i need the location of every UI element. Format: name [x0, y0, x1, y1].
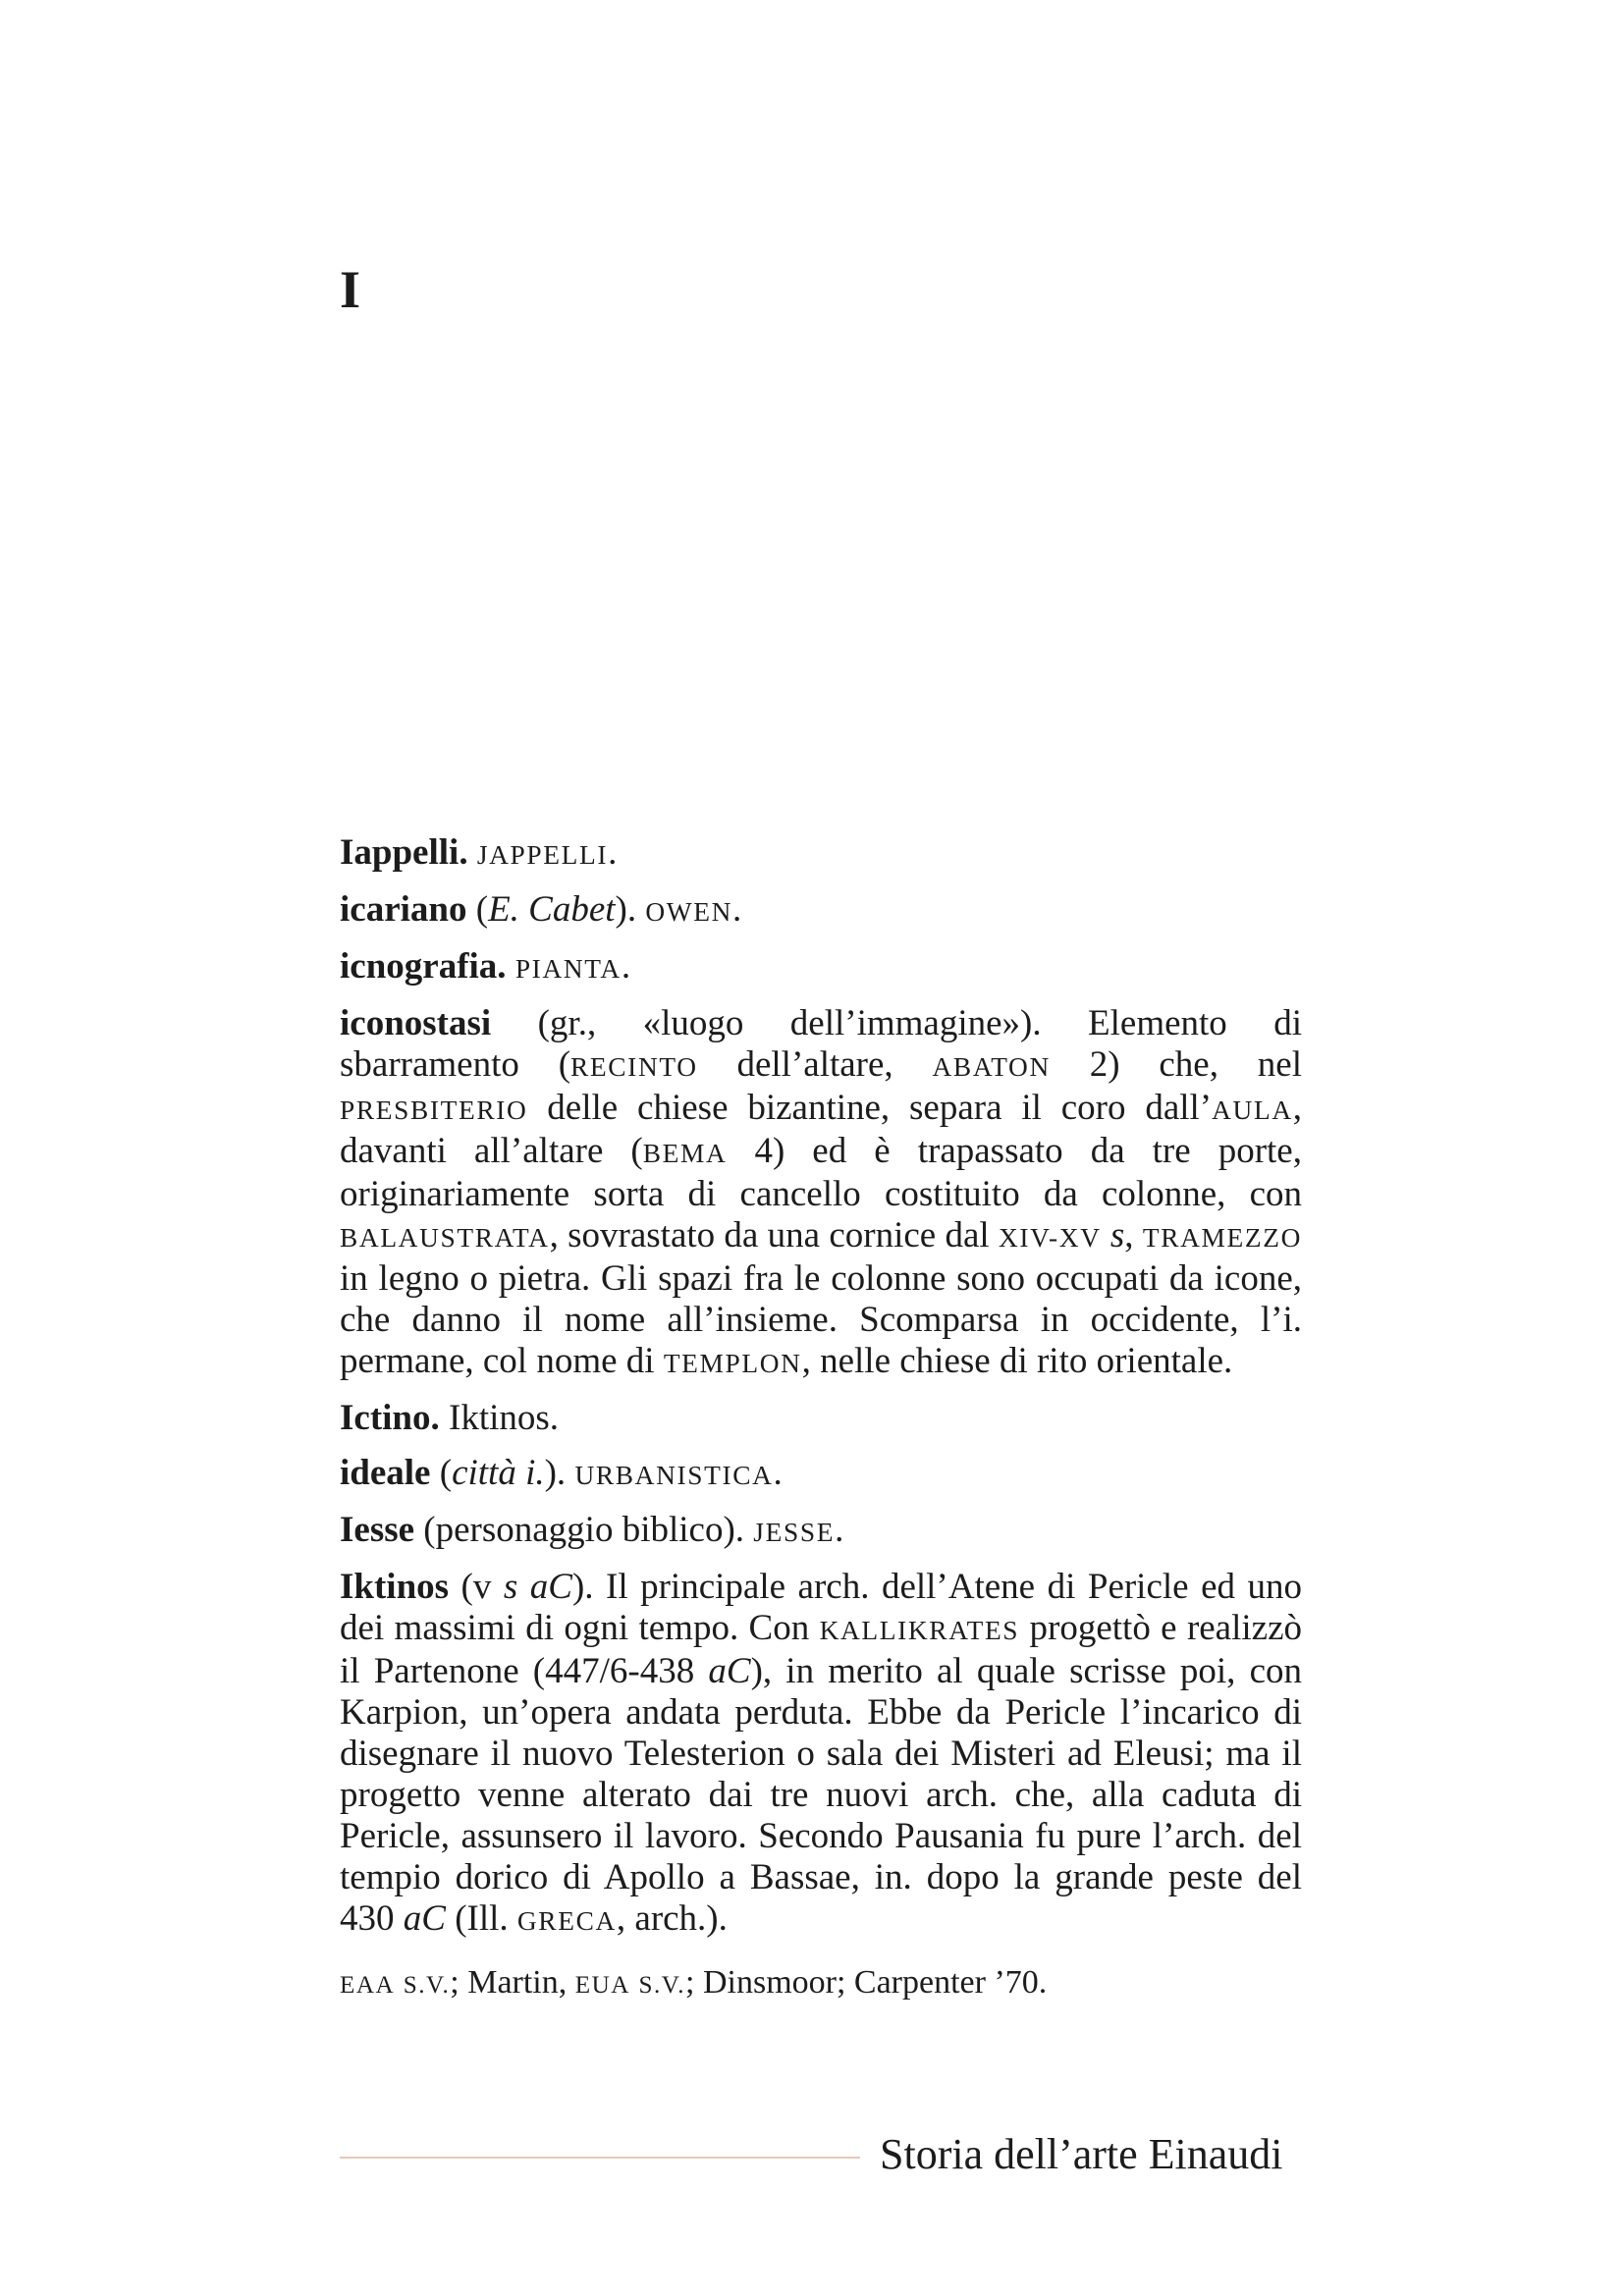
entry-text: progettò e realizzò il Partenone (447/6-438	[340, 1608, 1303, 1691]
entry-text: ; Martin,	[450, 1964, 575, 2001]
entry-headword: Ictino.	[340, 1398, 440, 1438]
cross-reference: BALAUSTRATA	[340, 1223, 550, 1253]
footer-rule	[340, 2157, 860, 2159]
entry-text: ).	[615, 889, 646, 930]
entry-text: Iktinos.	[439, 1398, 560, 1438]
entry-text: .	[732, 889, 742, 930]
entry-text: , sovrastato da una cornice dal	[549, 1215, 999, 1255]
entry-iktinos	[340, 1567, 1302, 1942]
entry-iappelli	[340, 832, 1302, 876]
entry-text: ).	[544, 1453, 575, 1493]
cross-reference: JAPPELLI	[476, 840, 609, 870]
cross-reference: GRECA	[516, 1906, 617, 1936]
entry-iesse	[340, 1510, 1302, 1553]
cross-reference: EAA	[340, 1972, 396, 1999]
entry-icariano	[340, 889, 1302, 933]
footer-title: Storia dell’arte Einaudi	[880, 2130, 1283, 2178]
cross-reference: JESSE	[753, 1518, 836, 1547]
entry-headword: Iktinos	[340, 1567, 450, 1607]
cross-reference: OWEN	[645, 897, 733, 927]
cross-reference: TEMPLON	[663, 1349, 802, 1378]
bibliography	[340, 1963, 1302, 2005]
entry-text: , nelle chiese di rito orientale.	[801, 1341, 1233, 1381]
entry-text	[468, 832, 477, 873]
entry-text	[507, 946, 515, 987]
entry-text: ). Il principale arch. dell’Atene di Pericle ed uno dei massimi di ogni tempo. Con	[340, 1567, 1302, 1648]
entry-headword: icnografia.	[340, 946, 507, 987]
cross-reference: KALLIKRATES	[819, 1616, 1020, 1645]
entry-text: (gr., «luogo dell’immagine»). Elemento di sbarramento (	[340, 1003, 1302, 1085]
entry-text: , davanti all’altare (	[340, 1088, 1302, 1171]
entry-text: ,	[1124, 1215, 1143, 1255]
entry-text	[1102, 1215, 1110, 1255]
entry-headword: icariano	[340, 889, 467, 930]
cross-reference: EUA	[574, 1972, 630, 1999]
cross-reference: AULA	[1212, 1095, 1293, 1125]
cross-reference: URBANISTICA	[574, 1461, 774, 1490]
italic-text: città i.	[452, 1453, 545, 1493]
entry-icnografia	[340, 946, 1302, 989]
entry-text: .	[773, 1453, 783, 1493]
cross-reference: TRAMEZZO	[1142, 1223, 1302, 1253]
cross-reference: XIV-XV	[998, 1223, 1102, 1253]
italic-text: aC	[708, 1651, 751, 1691]
entry-text: .	[608, 832, 618, 873]
entry-text: ; Dinsmoor; Carpenter ’70.	[685, 1964, 1048, 2001]
cross-reference: PRESBITERIO	[340, 1095, 528, 1125]
entry-text: .	[835, 1510, 844, 1550]
entry-text	[395, 1964, 404, 2001]
entry-text: (	[430, 1453, 453, 1493]
entry-text: (personaggio biblico).	[414, 1510, 754, 1550]
entry-iconostasi	[340, 1003, 1302, 1384]
entry-text: in legno o pietra. Gli spazi fra le colonne sono occupati da icone, che danno il nome all’insieme. Scomparsa in occidente, l’i. permane, col nome di	[340, 1258, 1302, 1381]
entry-text: (	[466, 889, 489, 930]
cross-reference: PIANTA	[514, 954, 622, 984]
entry-text: 2) che, nel	[1050, 1044, 1302, 1085]
entry-headword: Iappelli.	[340, 832, 468, 873]
cross-reference: S.V.	[403, 1972, 451, 1999]
entry-text: ), in merito al quale scrisse poi, con Karpion, un’opera andata perduta. Ebbe da Pericle l’incarico di disegnare il nuovo Telesterion o sala dei Misteri ad Eleusi; ma il progetto venne alterato dai tre nuovi arch. che, alla caduta di Pericle, assunsero il lavoro. Secondo Pausania fu pure l’arch. del tempio dorico di Apollo a Bassae, in. dopo la grande peste del 430	[340, 1651, 1302, 1939]
entry-headword: Iesse	[340, 1510, 415, 1550]
cross-reference: S.V.	[638, 1972, 686, 1999]
entry-text: delle chiese bizantine, separa il coro dall’	[527, 1088, 1213, 1128]
entry-headword: ideale	[340, 1453, 431, 1493]
entry-text: 4) ed è trapassato da tre porte, originariamente sorta di cancello costituito da colonne, con	[340, 1131, 1302, 1214]
entry-text: (v	[449, 1567, 504, 1607]
entry-text: dell’altare,	[697, 1044, 933, 1085]
cross-reference: ABATON	[932, 1052, 1051, 1082]
italic-text: E. Cabet	[488, 889, 616, 930]
section-letter: I	[340, 260, 361, 319]
cross-reference: BEMA	[642, 1139, 728, 1168]
italic-text: s	[1109, 1215, 1125, 1255]
entry-text: , arch.).	[616, 1898, 728, 1939]
entry-ideale	[340, 1453, 1302, 1496]
italic-text: s aC	[503, 1567, 572, 1607]
italic-text: aC	[403, 1898, 446, 1939]
entry-text: .	[621, 946, 631, 987]
entry-text: (Ill.	[445, 1898, 517, 1939]
entry-headword: iconostasi	[340, 1003, 492, 1043]
entry-ictino	[340, 1398, 1302, 1439]
cross-reference: RECINTO	[570, 1052, 698, 1082]
dictionary-entries	[340, 832, 1302, 2019]
